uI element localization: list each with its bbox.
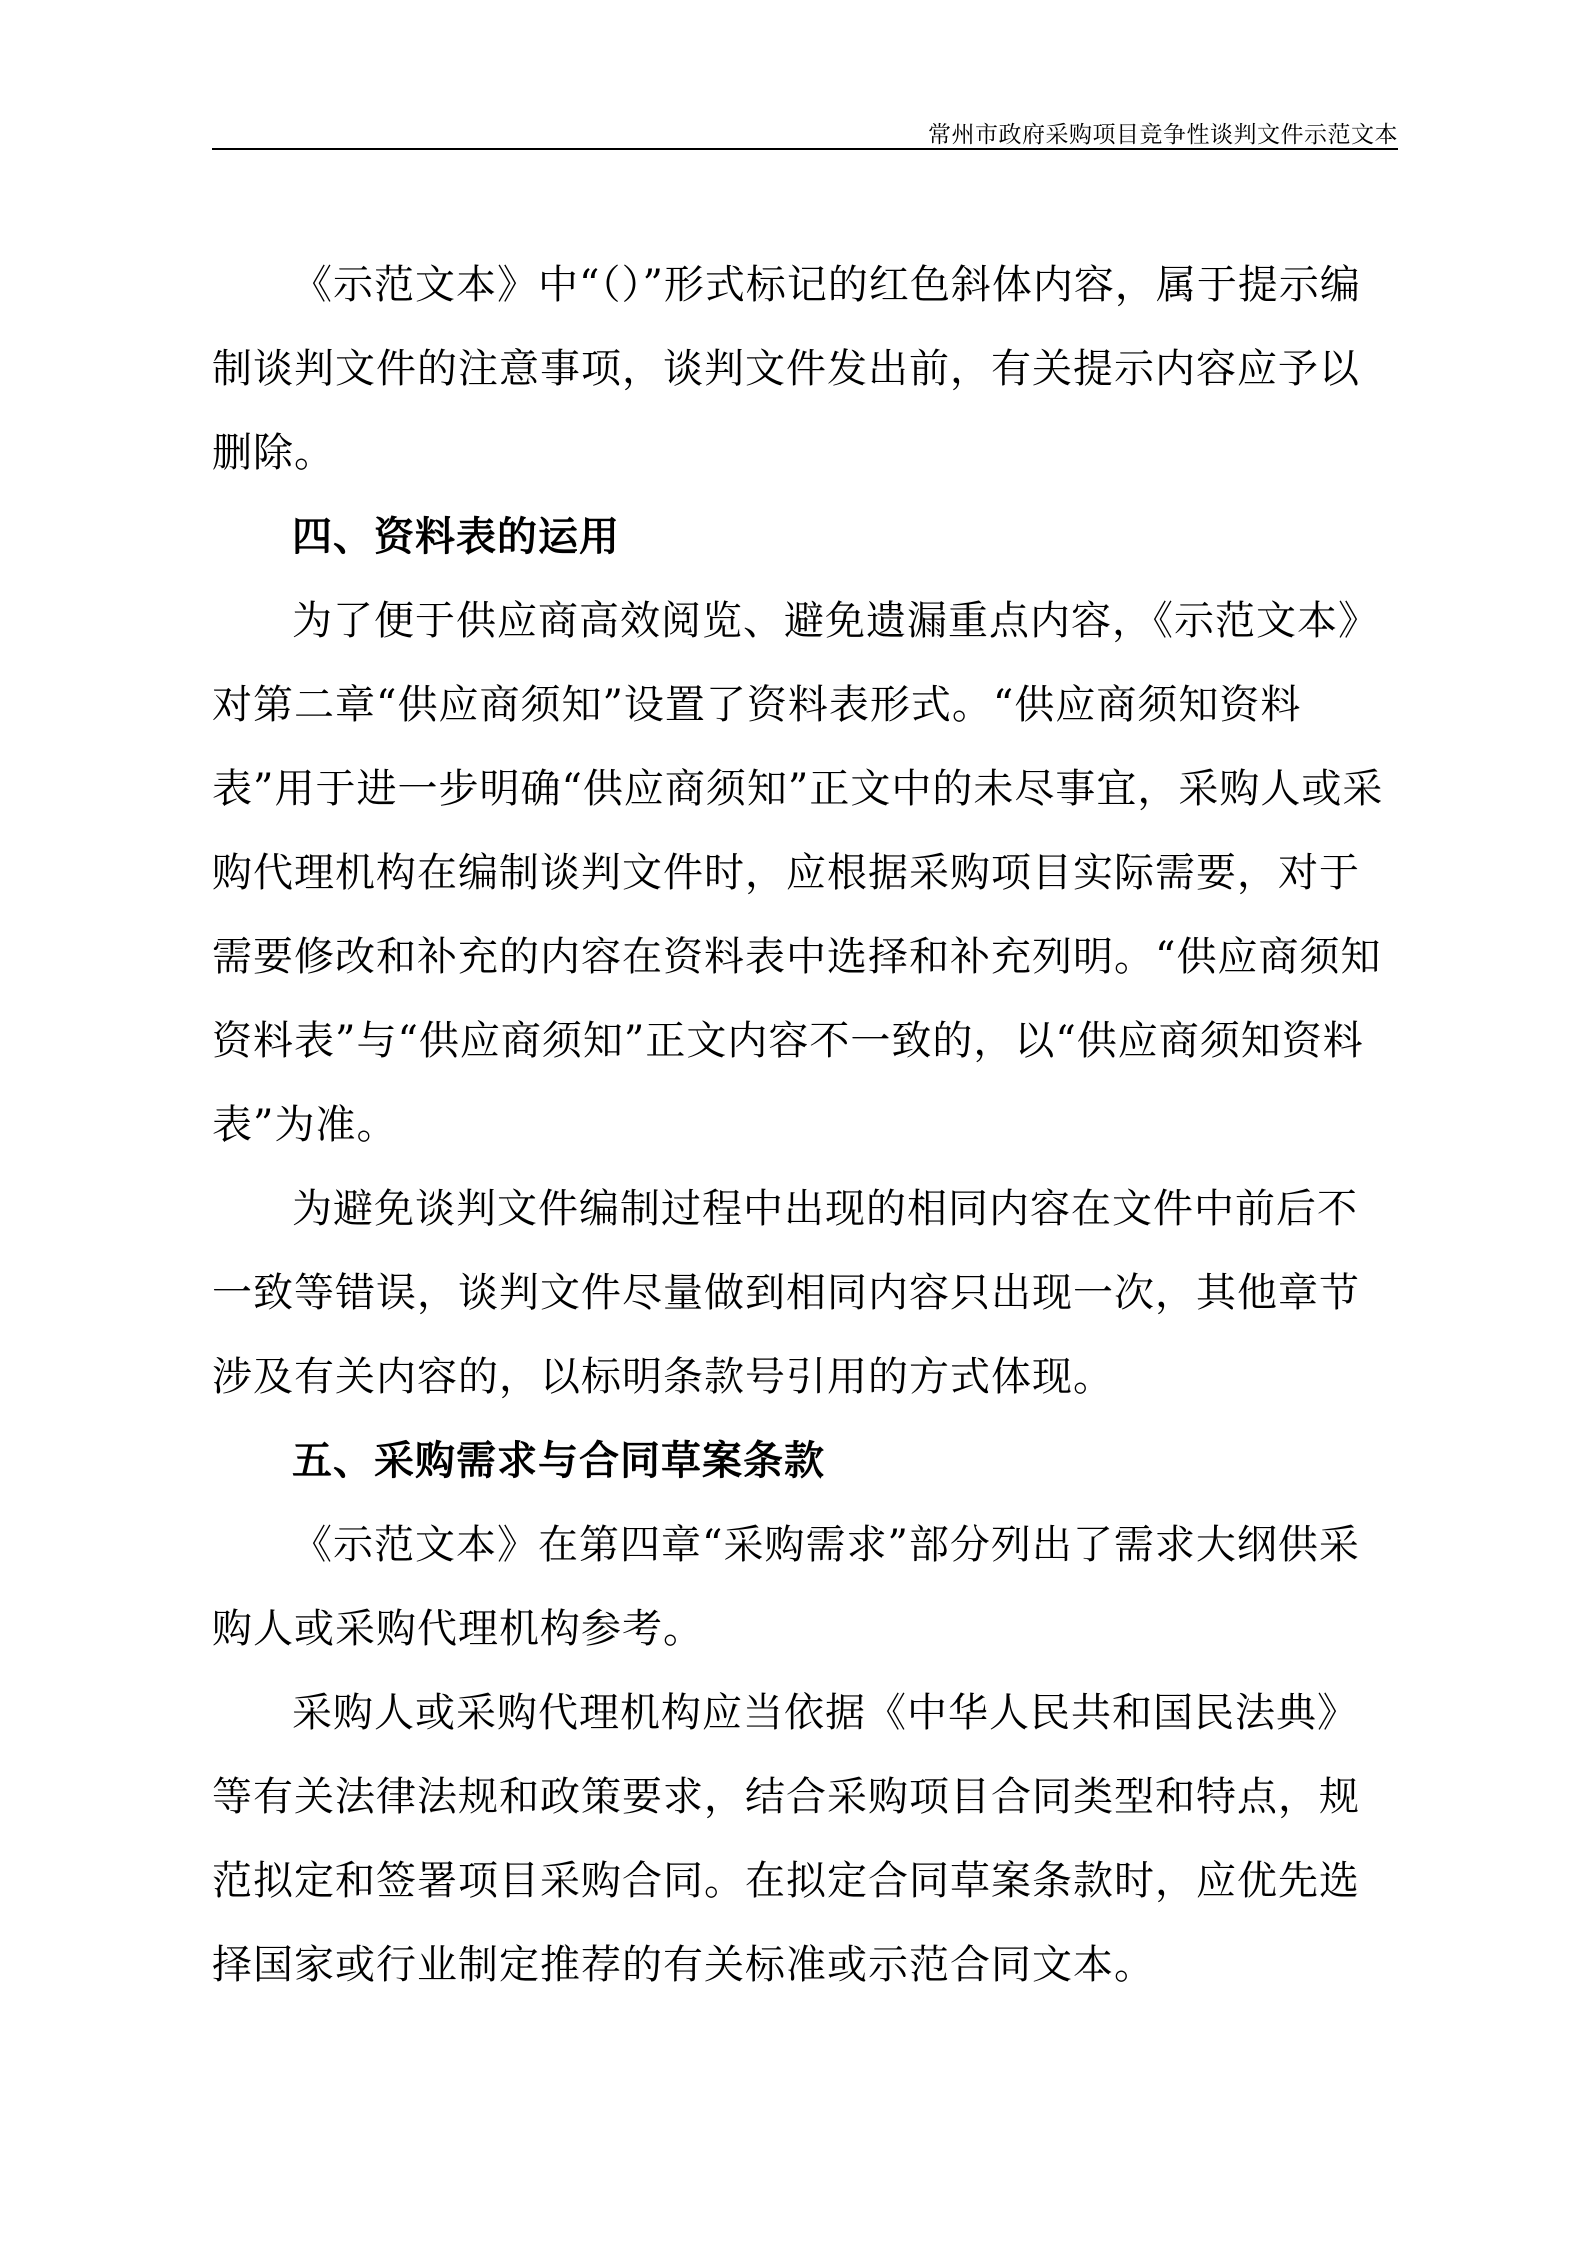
page-header: [212, 108, 1398, 150]
paragraph-contract: 采购人或采购代理机构应当依据《中华人民共和国民法典》等有关法律法规和政策要求，结合采购项目合同类型和特点，规范拟定和签署项目采购合同。在拟定合同草案条款时，应优先选择国家或行业制定推荐的有关标准或示范合同文本。: [212, 1690, 1360, 1988]
header-title: 常州市政府采购项目竞争性谈判文件示范文本: [928, 122, 1398, 148]
paragraph-requirements: 《示范文本》在第四章“采购需求”部分列出了需求大纲供采购人或采购代理机构参考。: [212, 1522, 1360, 1652]
document-body: [212, 243, 1398, 2007]
section-heading-4: 四、资料表的运用: [292, 513, 620, 560]
paragraph-consistency: 为避免谈判文件编制过程中出现的相同内容在文件中前后不一致等错误，谈判文件尽量做到相同内容只出现一次，其他章节涉及有关内容的，以标明条款号引用的方式体现。: [212, 1186, 1360, 1400]
paragraph-red-italic-note: 《示范文本》中“（）”形式标记的红色斜体内容，属于提示编制谈判文件的注意事项，谈判文件发出前，有关提示内容应予以删除。: [212, 262, 1361, 476]
paragraph-data-sheet: 为了便于供应商高效阅览、避免遗漏重点内容，《示范文本》对第二章“供应商须知”设置了资料表形式。“供应商须知资料表”用于进一步明确“供应商须知”正文中的未尽事宜，采购人或采购代理机构在编制谈判文件时，应根据采购项目实际需要，对于需要修改和补充的内容在资料表中选择和补充列明。“供应商须知资料表”与“供应商须知”正文内容不一致的，以“供应商须知资料表”为准。: [212, 598, 1384, 1148]
section-heading-5: 五、采购需求与合同草案条款: [292, 1437, 825, 1484]
